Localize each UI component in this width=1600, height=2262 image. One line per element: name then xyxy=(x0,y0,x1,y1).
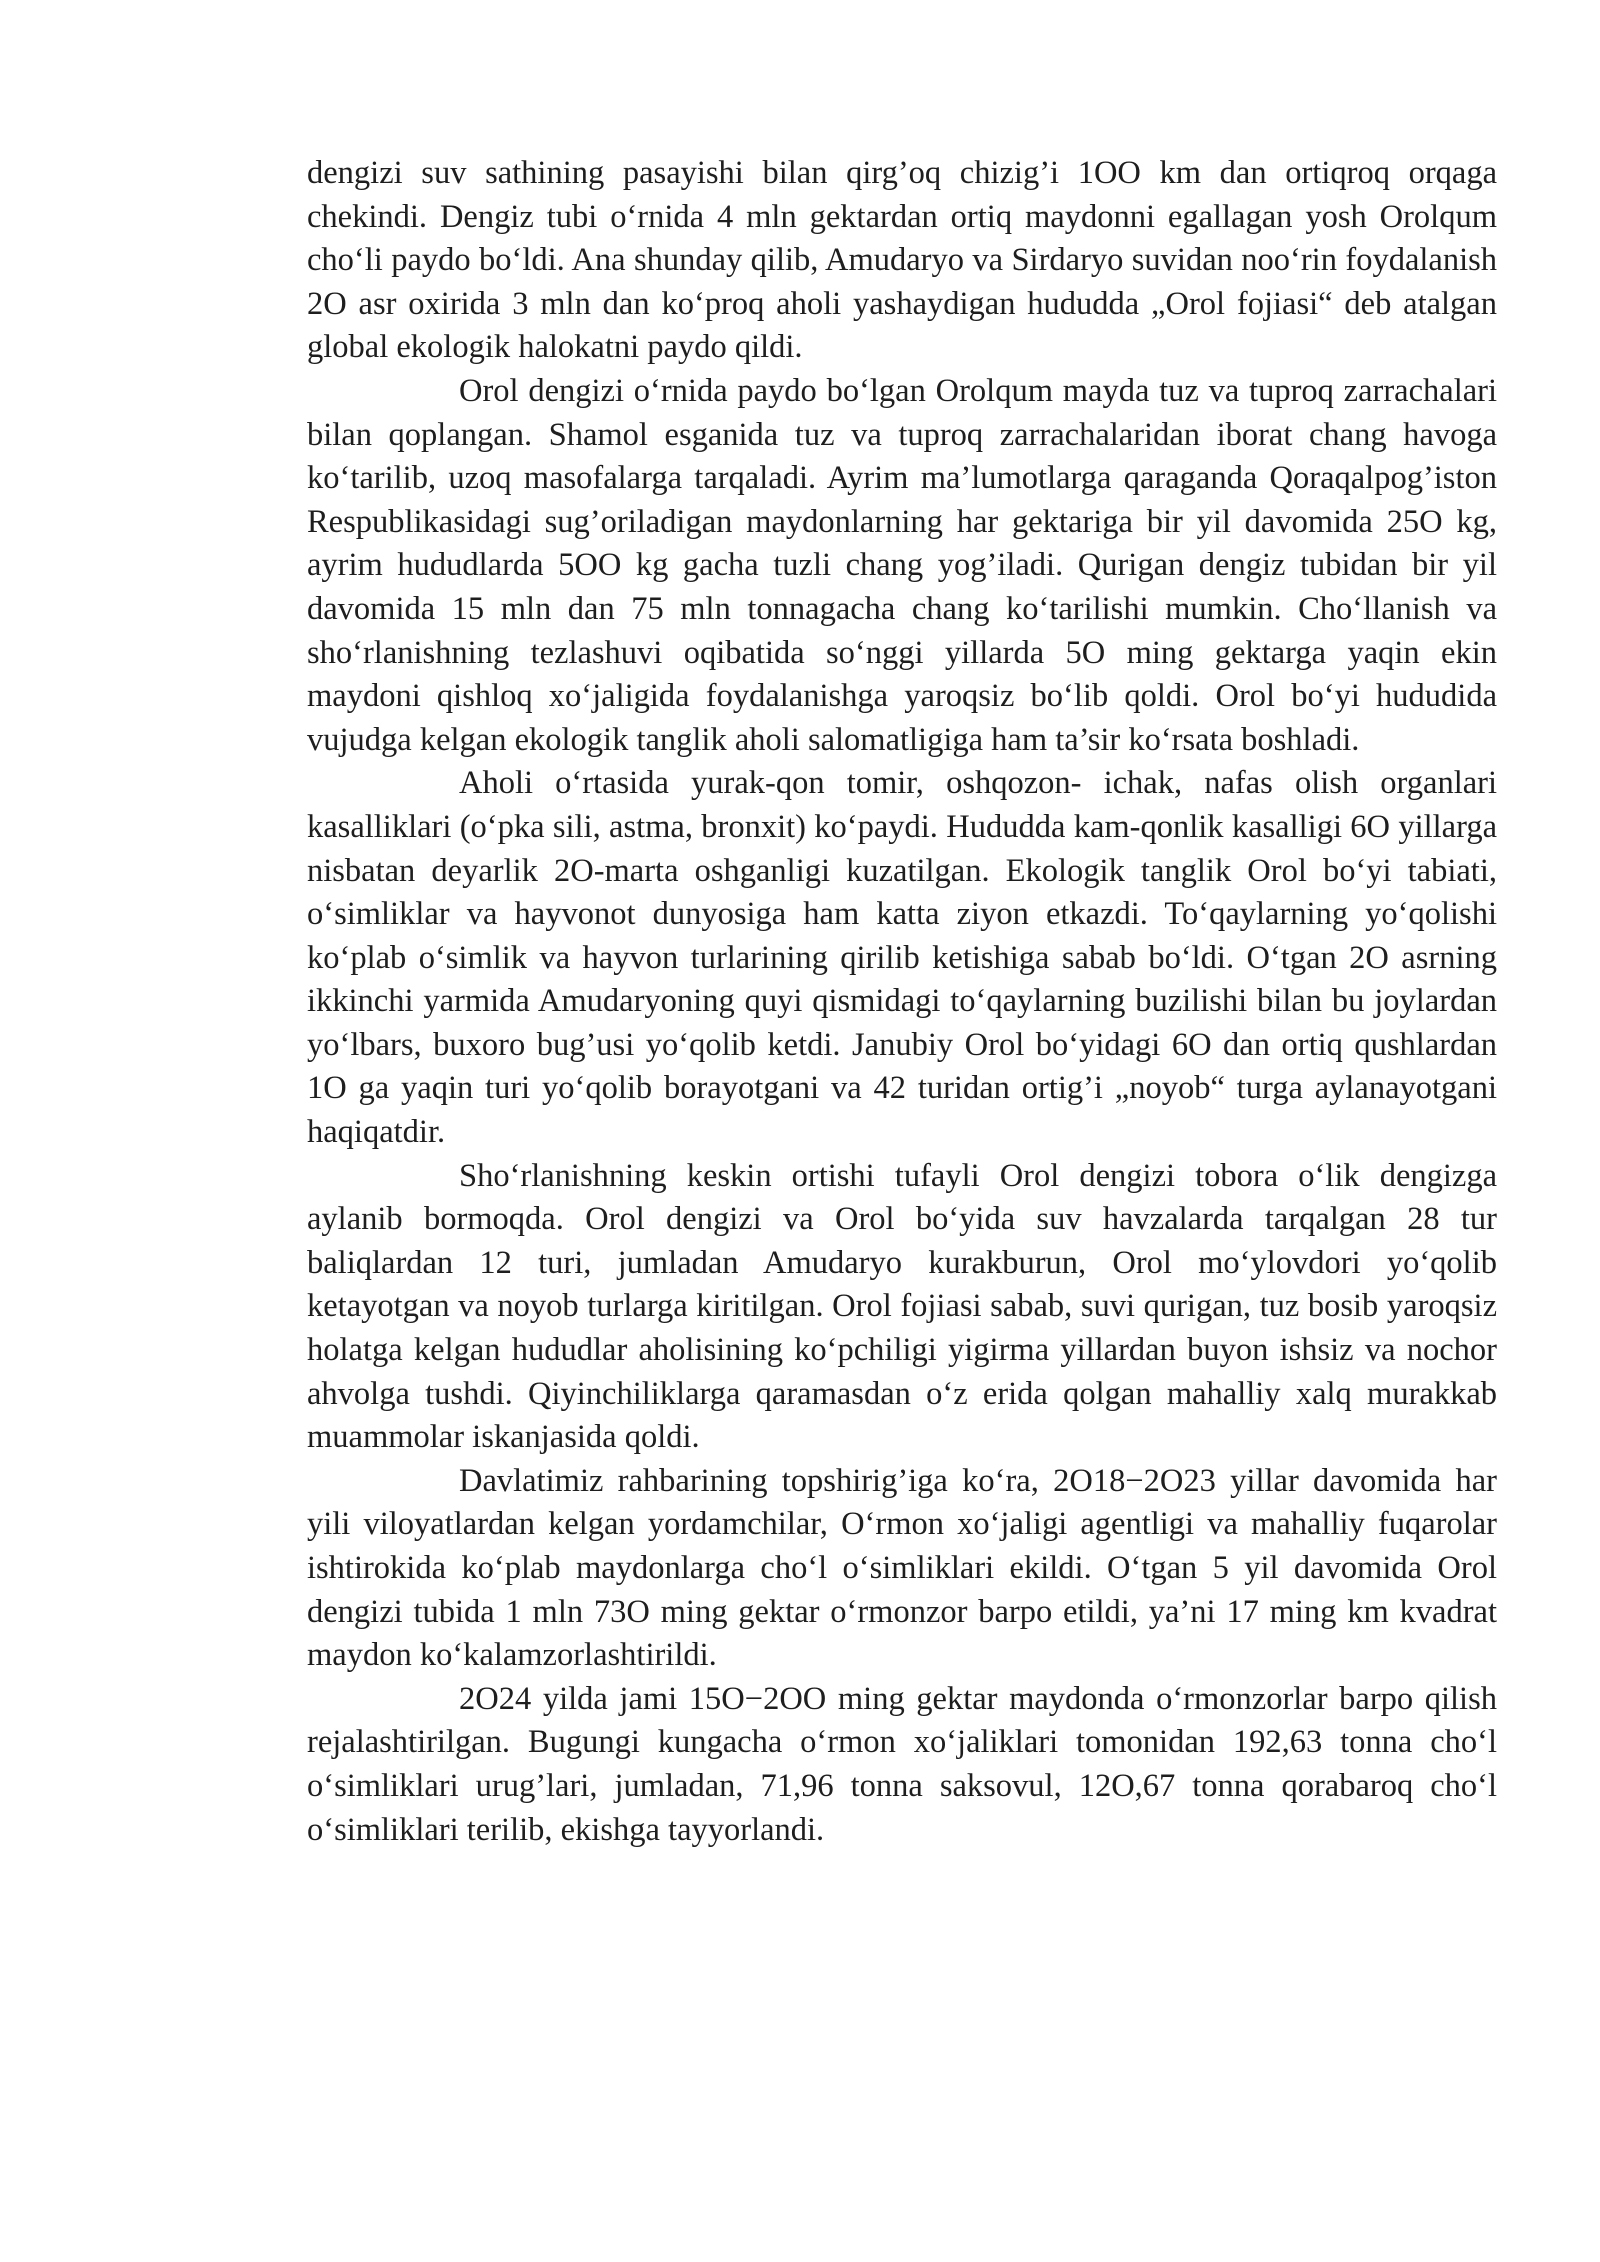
paragraph-orolqum-dust: Orol dengizi o‘rnida paydo bo‘lgan Orolqum mayda tuz va tuproq zarrachalari bilan qoplangan. Shamol esganida tuz va tuproq zarrachalaridan iborat chang havoga ko‘tarilib, uzoq masofalarga tarqaladi. Ayrim ma’lumotlarga qaraganda Qoraqalpog’iston Respublikasidagi sug’oriladigan maydonlarning har gektariga bir yil davomida 25O kg, ayrim hududlarda 5OO kg gacha tuzli chang yog’iladi. Qurigan dengiz tubidan bir yil davomida 15 mln dan 75 mln tonnagacha chang ko‘tarilishi mumkin. Cho‘llanish va sho‘rlanishning tezlashuvi oqibatida so‘nggi yillarda 5O ming gektarga yaqin ekin maydoni qishloq xo‘jaligida foydalanishga yaroqsiz bo‘lib qoldi. Orol bo‘yi hududida vujudga kelgan ekologik tanglik aholi salomatligiga ham ta’sir ko‘rsata boshladi. xyxy=(307,372,1497,758)
document-page xyxy=(307,152,1497,1852)
paragraph-2024-plan: 2O24 yilda jami 15O−2OO ming gektar maydonda o‘rmonzorlar barpo qilish rejalashtirilgan. Bugungi kungacha o‘rmon xo‘jaliklari tomonidan 192,63 tonna cho‘l o‘simliklari urug’lari, jumladan, 71,96 tonna saksovul, 12O,67 tonna qorabaroq cho‘l o‘simliklari terilib, ekishga tayyorlandi. xyxy=(307,1680,1497,1848)
paragraph-health-impact: Aholi o‘rtasida yurak-qon tomir, oshqozon- ichak, nafas olish organlari kasalliklari (o‘pka sili, astma, bronxit) ko‘paydi. Hududda kam-qonlik kasalligi 6O yillarga nisbatan deyarlik 2O-marta oshganligi kuzatilgan. Ekologik tanglik Orol bo‘yi tabiati, o‘simliklar va hayvonot dunyosiga ham katta ziyon etkazdi. To‘qaylarning yo‘qolishi ko‘plab o‘simlik va hayvon turlarining qirilib ketishiga sabab bo‘ldi. O‘tgan 2O asrning ikkinchi yarmida Amudaryoning quyi qismidagi to‘qaylarning buzilishi bilan bu joylardan yo‘lbars, buxoro bug’usi yo‘qolib ketdi. Janubiy Orol bo‘yidagi 6O dan ortiq qushlardan 1O ga yaqin turi yo‘qolib borayotgani va 42 turidan ortig’i „noyob“ turga aylanayotgani haqiqatdir. xyxy=(307,765,1497,1151)
paragraph-continuation: dengizi suv sathining pasayishi bilan qirg’oq chizig’i 1OO km dan ortiqroq orqaga chekindi. Dengiz tubi o‘rnida 4 mln gektardan ortiq maydonni egallagan yosh Orolqum cho‘li paydo bo‘ldi. Ana shunday qilib, Amudaryo va Sirdaryo suvidan noo‘rin foydalanish 2O asr oxirida 3 mln dan ko‘proq aholi yashaydigan hududda „Orol fojiasi“ deb atalgan global ekologik halokatni paydo qildi. xyxy=(307,155,1497,366)
paragraph-afforestation: Davlatimiz rahbarining topshirig’iga ko‘ra, 2O18−2O23 yillar davomida har yili viloyatlardan kelgan yordamchilar, O‘rmon xo‘jaligi agentligi va mahalliy fuqarolar ishtirokida ko‘plab maydonlarga cho‘l o‘simliklari ekildi. O‘tgan 5 yil davomida Orol dengizi tubida 1 mln 73O ming gektar o‘rmonzor barpo etildi, ya’ni 17 ming km kvadrat maydon ko‘kalamzorlashtirildi. xyxy=(307,1462,1497,1674)
paragraph-salinization: Sho‘rlanishning keskin ortishi tufayli Orol dengizi tobora o‘lik dengizga aylanib bormoqda. Orol dengizi va Orol bo‘yida suv havzalarda tarqalgan 28 tur baliqlardan 12 turi, jumladan Amudaryo kurakburun, Orol mo‘ylovdori yo‘qolib ketayotgan va noyob turlarga kiritilgan. Orol fojiasi sabab, suvi qurigan, tuz bosib yaroqsiz holatga kelgan hududlar aholisining ko‘pchiligi yigirma yillardan buyon ishsiz va nochor ahvolga tushdi. Qiyinchiliklarga qaramasdan o‘z erida qolgan mahalliy xalq murakkab muammolar iskanjasida qoldi. xyxy=(307,1157,1497,1456)
